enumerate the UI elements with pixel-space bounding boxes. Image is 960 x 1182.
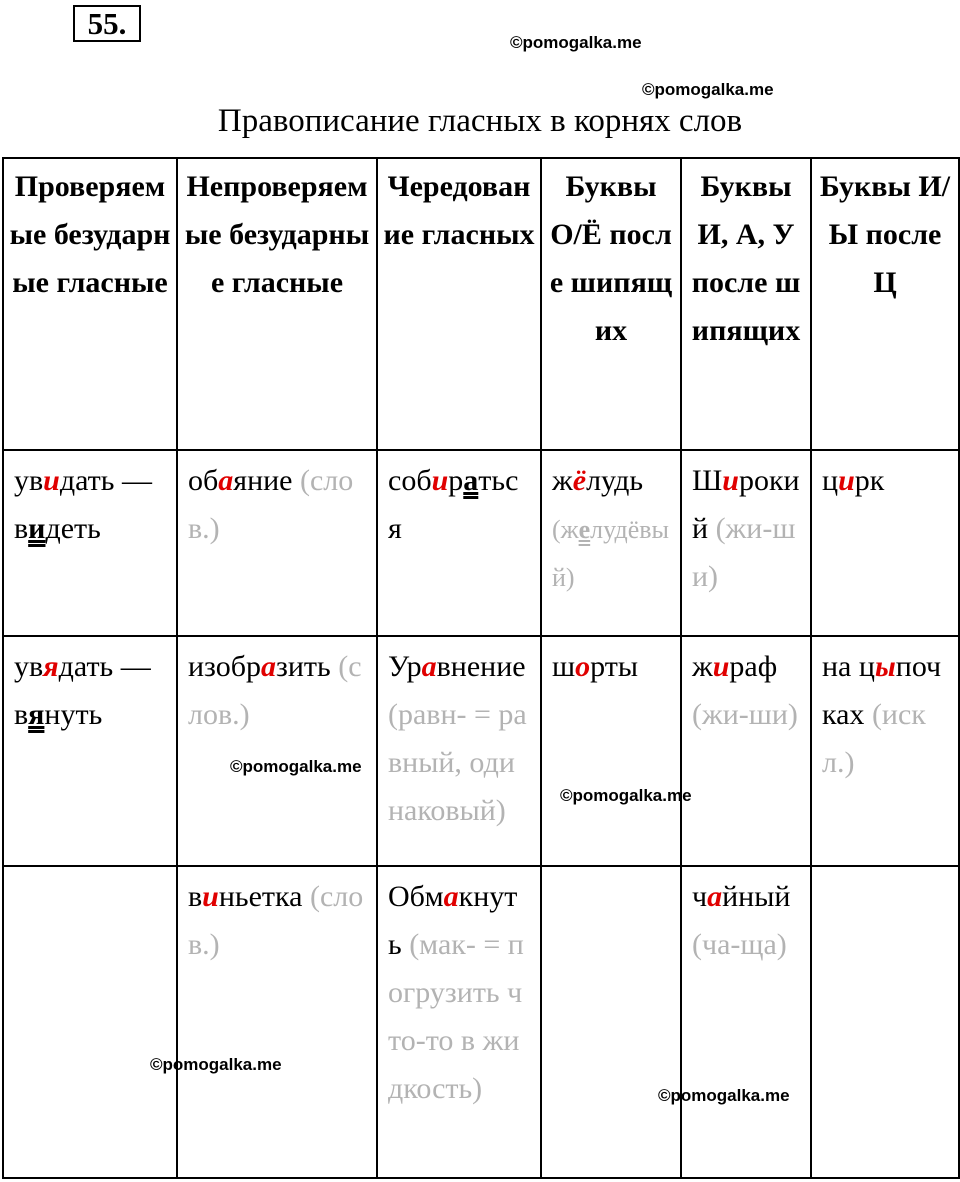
header-cell: Непроверяемые безударные гласные (177, 158, 377, 450)
table-cell: жёлудь (желудёвый) (541, 450, 681, 636)
header-cell: Буквы И, А, У после шипящих (681, 158, 811, 450)
table-cell: Уравнение (равн- = равный, одинаковый) (377, 636, 541, 866)
exercise-number: 55. (73, 5, 141, 42)
header-cell: Буквы И/Ы после Ц (811, 158, 959, 450)
table-cell: шорты (541, 636, 681, 866)
header-cell: Буквы О/Ё после шипящих (541, 158, 681, 450)
table-cell (3, 866, 177, 1178)
watermark: ©pomogalka.me (510, 33, 642, 52)
watermark: ©pomogalka.me (642, 80, 774, 99)
table-cell: увидать — видеть (3, 450, 177, 636)
table-cell: Обмакнуть (мак- = погрузить что-то в жидкость) (377, 866, 541, 1178)
watermark: ©pomogalka.me (230, 757, 362, 776)
header-cell: Чередование гласных (377, 158, 541, 450)
table-cell: виньетка (слов.) (177, 866, 377, 1178)
table-cell: обаяние (слов.) (177, 450, 377, 636)
watermark: ©pomogalka.me (560, 786, 692, 805)
header-cell: Проверяемые безударные гласные (3, 158, 177, 450)
watermark: ©pomogalka.me (150, 1055, 282, 1074)
watermark: ©pomogalka.me (658, 1086, 790, 1105)
table-cell: чайный (ча-ща) (681, 866, 811, 1178)
table-cell: увядать — вянуть (3, 636, 177, 866)
table-cell: цирк (811, 450, 959, 636)
page-title: Правописание гласных в корнях слов (217, 103, 743, 139)
table-cell: на цыпочках (искл.) (811, 636, 959, 866)
table-cell: изобразить (слов.) (177, 636, 377, 866)
table-cell: собираться (377, 450, 541, 636)
table-row (3, 450, 959, 636)
table-cell: Широкий (жи-ши) (681, 450, 811, 636)
table-cell (811, 866, 959, 1178)
table-cell (541, 866, 681, 1178)
table-row (3, 866, 959, 1178)
rules-table (2, 157, 960, 1179)
table-cell: жираф (жи-ши) (681, 636, 811, 866)
table-row (3, 636, 959, 866)
header-row (3, 158, 959, 450)
